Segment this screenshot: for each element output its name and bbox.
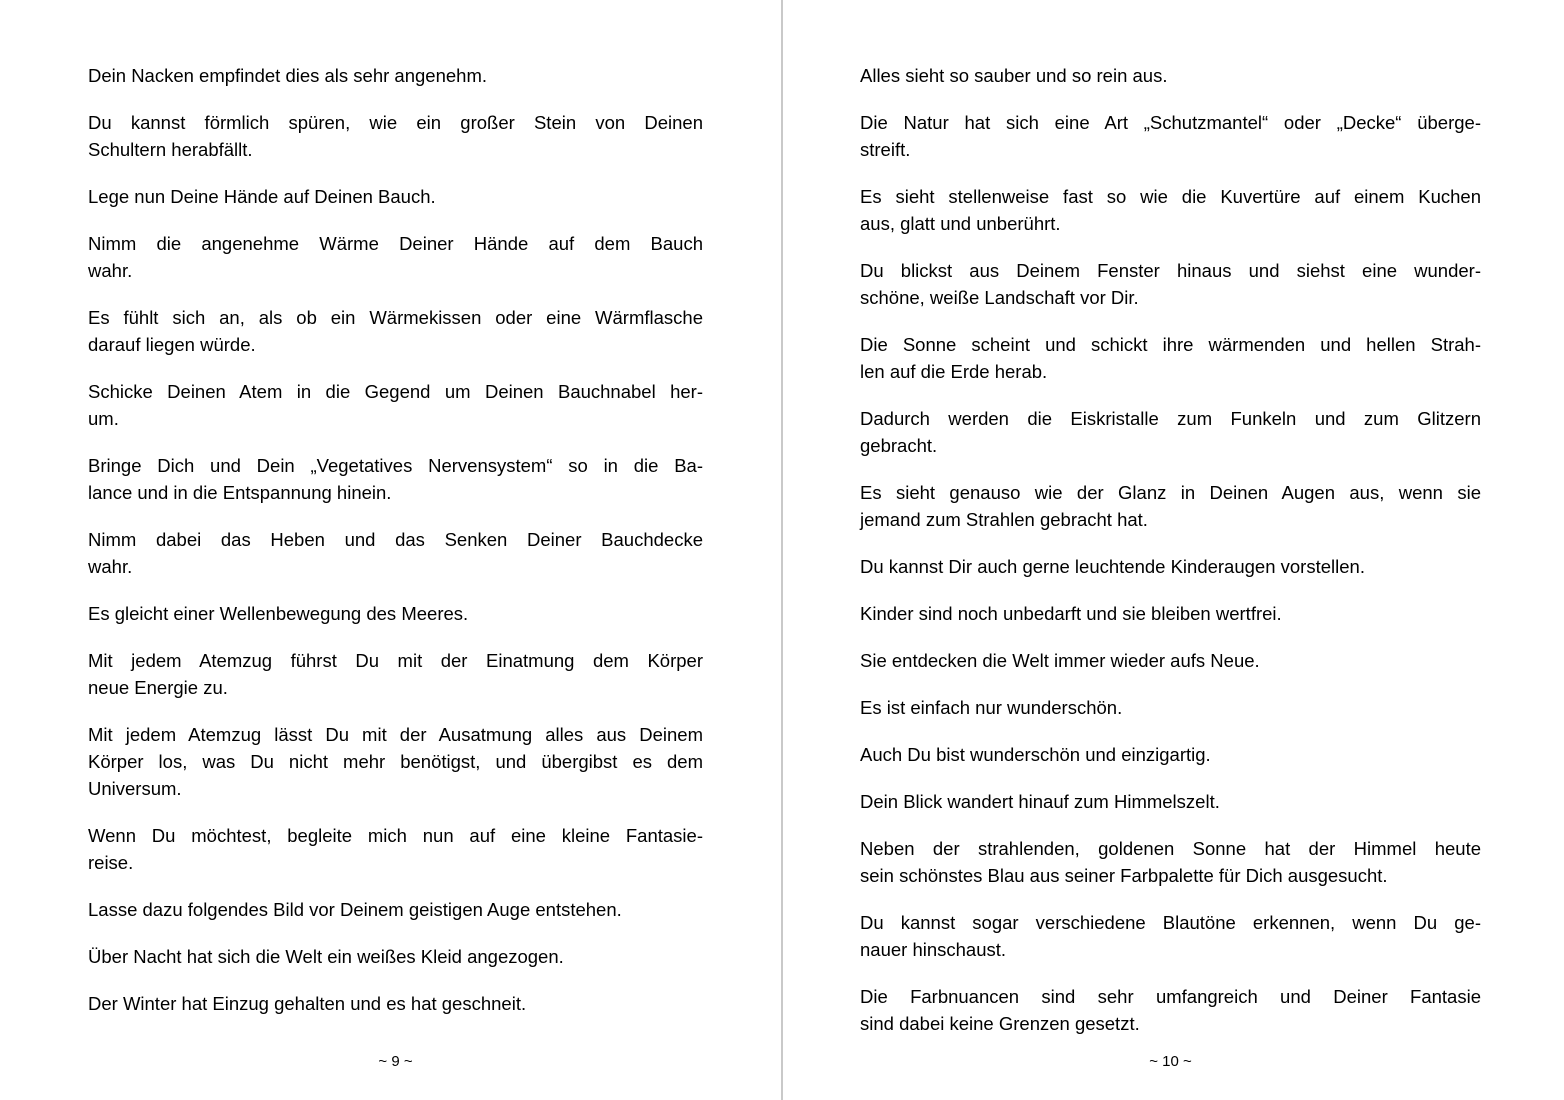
paragraph [88,600,703,627]
paragraph [860,694,1481,721]
text-line: Über Nacht hat sich die Welt ein weißes Kleid angezogen. [88,946,564,967]
text-line: darauf liegen würde. [88,334,256,355]
text-line: Die Sonne scheint und schickt ihre wärmenden und hellen Strah- [860,334,1481,355]
paragraph [860,600,1481,627]
text-line: aus, glatt und unberührt. [860,213,1061,234]
text-line: um. [88,408,119,429]
text-line: Schicke Deinen Atem in die Gegend um Deinen Bauchnabel her- [88,381,703,402]
text-line: Es sieht genauso wie der Glanz in Deinen Augen aus, wenn sie [860,482,1481,503]
text-line: Die Natur hat sich eine Art „Schutzmantel“ oder „Decke“ überge- [860,112,1481,133]
text-line: lance und in die Entspannung hinein. [88,482,392,503]
text-line: Der Winter hat Einzug gehalten und es hat geschneit. [88,993,527,1014]
page-9-textblock [88,62,703,1017]
paragraph [860,788,1481,815]
text-line: Dadurch werden die Eiskristalle zum Funkeln und zum Glitzern [860,408,1481,429]
text-line: Mit jedem Atemzug lässt Du mit der Ausatmung alles aus Deinem [88,724,703,745]
page-10-number: ~ 10 ~ [1149,1053,1192,1070]
paragraph [88,990,703,1017]
paragraph [88,62,703,89]
text-line: gebracht. [860,435,938,456]
paragraph [88,943,703,970]
text-line: Schultern herabfällt. [88,139,253,160]
text-line: Es ist einfach nur wunderschön. [860,697,1123,718]
text-line: Universum. [88,778,182,799]
text-line: Bringe Dich und Dein „Vegetatives Nervensystem“ so in die Ba- [88,455,703,476]
text-line: Sie entdecken die Welt immer wieder aufs Neue. [860,650,1260,671]
text-line: Körper los, was Du nicht mehr benötigst, und übergibst es dem [88,751,703,772]
page-10 [783,0,1564,1100]
text-line: Nimm dabei das Heben und das Senken Deiner Bauchdecke [88,529,703,550]
text-line: Alles sieht so sauber und so rein aus. [860,65,1168,86]
text-line: Es gleicht einer Wellenbewegung des Meeres. [88,603,469,624]
paragraph [860,835,1481,889]
paragraph [88,230,703,284]
paragraph [88,526,703,580]
paragraph [860,647,1481,674]
text-line: Du kannst Dir auch gerne leuchtende Kinderaugen vorstellen. [860,556,1365,577]
paragraph [88,721,703,802]
text-line: Auch Du bist wunderschön und einzigartig. [860,744,1211,765]
page-10-textblock [860,62,1481,1037]
text-line: Es fühlt sich an, als ob ein Wärmekissen oder eine Wärmflasche [88,307,703,328]
paragraph [88,109,703,163]
text-line: reise. [88,852,134,873]
text-line: Mit jedem Atemzug führst Du mit der Einatmung dem Körper [88,650,703,671]
page-9 [0,0,781,1100]
text-line: len auf die Erde herab. [860,361,1048,382]
paragraph [860,257,1481,311]
paragraph [860,62,1481,89]
text-line: sind dabei keine Grenzen gesetzt. [860,1013,1140,1034]
text-line: Kinder sind noch unbedarft und sie bleiben wertfrei. [860,603,1282,624]
text-line: Du blickst aus Deinem Fenster hinaus und siehst eine wunder- [860,260,1481,281]
text-line: neue Energie zu. [88,677,228,698]
paragraph [860,741,1481,768]
text-line: Du kannst förmlich spüren, wie ein großer Stein von Deinen [88,112,703,133]
paragraph [88,452,703,506]
paragraph [88,304,703,358]
paragraph [860,183,1481,237]
text-line: Lasse dazu folgendes Bild vor Deinem geistigen Auge entstehen. [88,899,622,920]
paragraph [860,405,1481,459]
paragraph [860,479,1481,533]
text-line: jemand zum Strahlen gebracht hat. [860,509,1148,530]
text-line: sein schönstes Blau aus seiner Farbpalette für Dich ausgesucht. [860,865,1388,886]
paragraph [860,331,1481,385]
text-line: nauer hinschaust. [860,939,1007,960]
paragraph [88,896,703,923]
text-line: Die Farbnuancen sind sehr umfangreich und Deiner Fantasie [860,986,1481,1007]
text-line: wahr. [88,556,133,577]
text-line: streift. [860,139,911,160]
paragraph [860,909,1481,963]
paragraph [860,109,1481,163]
text-line: Du kannst sogar verschiedene Blautöne erkennen, wenn Du ge- [860,912,1481,933]
paragraph [88,822,703,876]
text-line: wahr. [88,260,133,281]
text-line: Neben der strahlenden, goldenen Sonne hat der Himmel heute [860,838,1481,859]
text-line: Dein Nacken empfindet dies als sehr angenehm. [88,65,488,86]
paragraph [88,647,703,701]
text-line: Es sieht stellenweise fast so wie die Kuvertüre auf einem Kuchen [860,186,1481,207]
page-9-number: ~ 9 ~ [378,1053,413,1070]
text-line: Wenn Du möchtest, begleite mich nun auf eine kleine Fantasie- [88,825,703,846]
text-line: schöne, weiße Landschaft vor Dir. [860,287,1139,308]
text-line: Lege nun Deine Hände auf Deinen Bauch. [88,186,436,207]
text-line: Dein Blick wandert hinauf zum Himmelszelt. [860,791,1220,812]
paragraph [88,378,703,432]
paragraph [860,983,1481,1037]
paragraph [88,183,703,210]
paragraph [860,553,1481,580]
text-line: Nimm die angenehme Wärme Deiner Hände auf dem Bauch [88,233,703,254]
